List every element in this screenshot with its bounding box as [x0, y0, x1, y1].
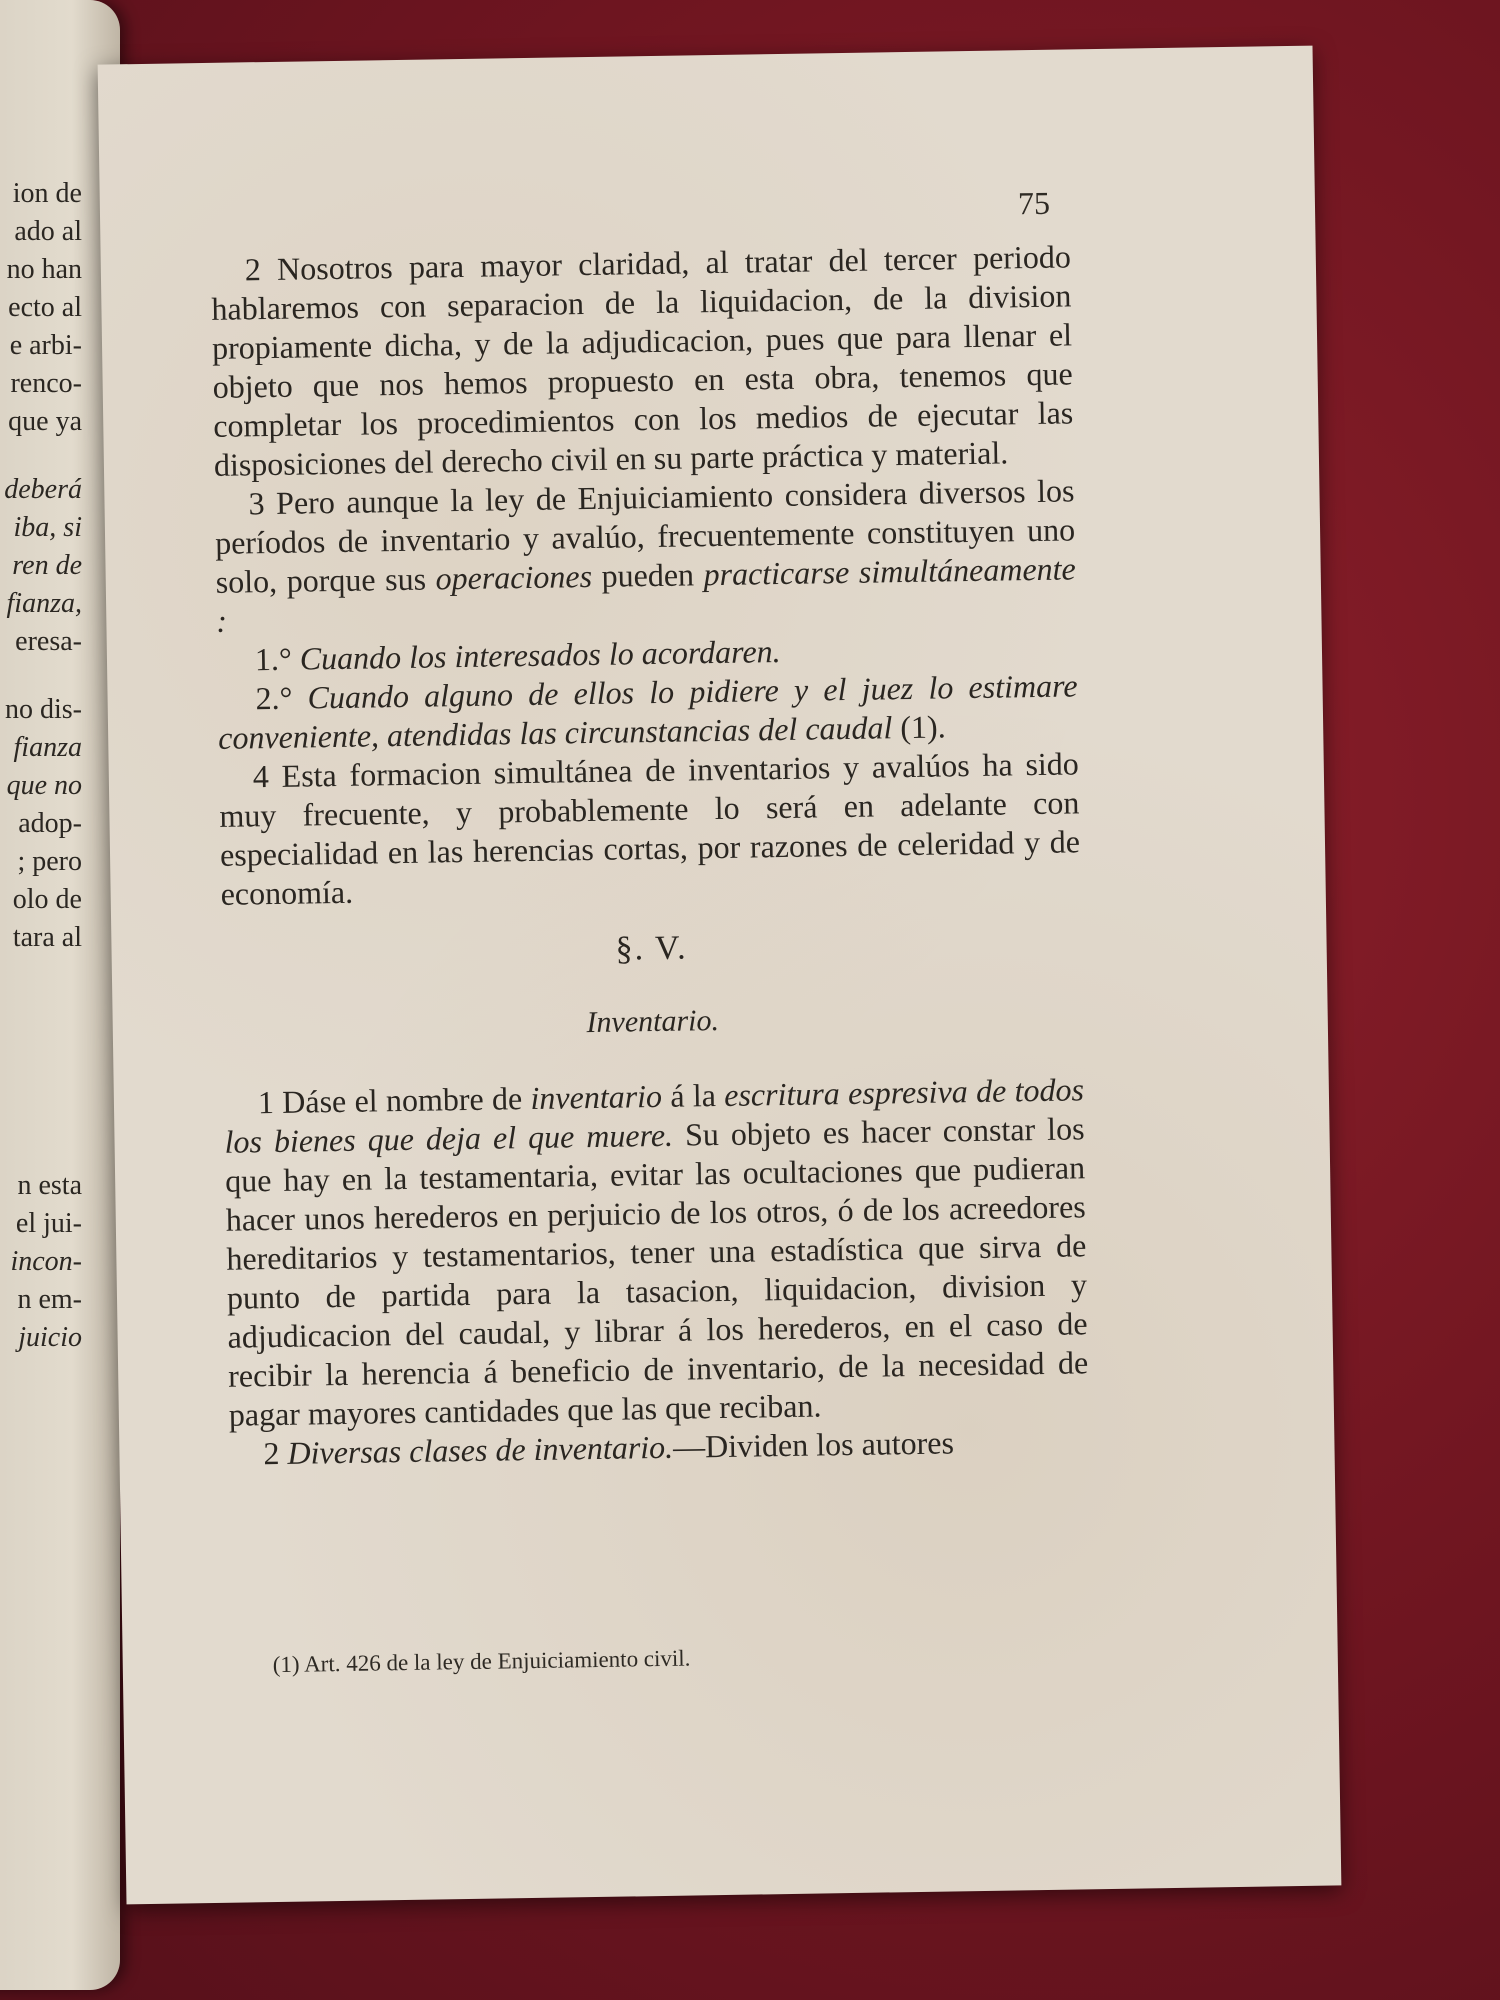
section-mark: §. V.	[615, 929, 688, 968]
left-line: iba, si	[13, 512, 82, 543]
item-number: 1.°	[254, 640, 293, 678]
left-line: n esta	[17, 1170, 82, 1201]
left-line: renco-	[10, 368, 82, 399]
italic-text: Cuando alguno de ellos lo pidiere y el juez lo estimare conveniente, atendidas las circunstancias del caudal	[217, 667, 1078, 756]
italic-text: Cuando los interesados lo acordaren.	[299, 633, 781, 677]
left-line: eresa-	[15, 626, 82, 657]
left-line: que no	[6, 770, 82, 801]
paragraph-text: Su objeto es hacer constar los que hay en la testamentaria, evitar las ocultaciones que pudieran hacer unos herederos en perjuicio de los otros, ó de los acreedores hereditarios y testamentarios, tener una estadística que sirva de punto de partida para la tasacion, liquidacion, division y adjudicacion del caudal, y librar á los herederos, en el caso de recibir la herencia á beneficio de inventario, de la necesidad de pagar mayores cantidades que las que reciban.	[224, 1110, 1089, 1433]
book-page	[98, 46, 1342, 1905]
page-body	[211, 237, 1090, 1473]
left-line: olo de	[12, 884, 82, 915]
list-item-2	[217, 666, 1078, 757]
item-number: 2.°	[255, 679, 293, 717]
left-line: que ya	[8, 406, 82, 437]
left-line: fianza,	[6, 588, 82, 619]
italic-text: inventario	[530, 1077, 663, 1116]
left-line: e arbi-	[9, 330, 82, 361]
italic-text: practicarse simultáneamente :	[216, 550, 1077, 639]
paragraph-text: Nosotros para mayor claridad, al tratar del tercer periodo hablaremos con separacion de la liquidacion, de la division propiamente dicha, y de la adjudicacion, pues que para llenar el objeto que nos hemos propuesto en esta obra, tenemos que completar los procedimientos con los medios de ejecutar las disposiciones del derecho civil en su parte práctica y material.	[211, 238, 1074, 483]
italic-text: operaciones	[435, 557, 593, 597]
section-body	[224, 1070, 1090, 1473]
paragraph-4	[219, 744, 1081, 913]
italic-text: escritura espresiva de todos los bienes que deja el que muere.	[224, 1071, 1085, 1160]
left-gap	[0, 661, 120, 691]
left-line: ado al	[14, 216, 82, 247]
left-line: incon-	[10, 1246, 82, 1277]
left-line: no dis-	[5, 694, 82, 725]
left-line: tara al	[12, 922, 82, 953]
page-number: 75	[1017, 184, 1051, 222]
paragraph-text: Dáse el nombre de	[281, 1080, 523, 1120]
left-line: no han	[6, 254, 82, 285]
paragraph-text: pueden	[601, 556, 695, 594]
section-title: Inventario.	[586, 1004, 720, 1040]
paragraph-text: á la	[670, 1077, 717, 1114]
paragraph-number: 2	[263, 1434, 280, 1472]
left-gap	[0, 441, 120, 471]
paragraph-number: 3	[248, 485, 265, 522]
section-paragraph-1	[224, 1070, 1089, 1434]
paragraph-text: Pero aunque la ley de Enjuiciamiento considera diversos los períodos de inventario y avalúo, frecuentemente constituyen uno solo, porque sus	[214, 472, 1076, 600]
left-line: el jui-	[15, 1208, 82, 1239]
left-line: fianza	[13, 732, 82, 763]
left-line: ; pero	[17, 846, 82, 877]
left-line: deberá	[4, 474, 82, 505]
paragraph-text: Esta formacion simultánea de inventarios y avalúos ha sido muy frecuente, y probablemente lo será en adelante con especialidad en las herencias cortas, por razones de celeridad y de economía.	[219, 745, 1081, 912]
paragraph-text: —Dividen los autores	[672, 1424, 955, 1465]
left-gap	[0, 957, 120, 1167]
left-line: ren de	[12, 550, 82, 581]
left-line: ecto al	[8, 292, 82, 323]
footnote: (1) Art. 426 de la ley de Enjuiciamiento civil.	[272, 1645, 691, 1678]
italic-text: Diversas clases de inventario.	[287, 1428, 674, 1471]
paragraph-number: 4	[252, 758, 270, 795]
left-line: n em-	[17, 1284, 82, 1315]
paragraph-number: 1	[257, 1084, 275, 1121]
paragraph-number: 2	[244, 251, 262, 288]
footnote-ref: (1).	[900, 708, 946, 746]
paragraph-3	[214, 471, 1076, 640]
left-line: ion de	[12, 178, 82, 209]
left-line: juicio	[18, 1322, 82, 1353]
paragraph-2	[211, 237, 1075, 484]
left-line: adop-	[18, 808, 82, 839]
